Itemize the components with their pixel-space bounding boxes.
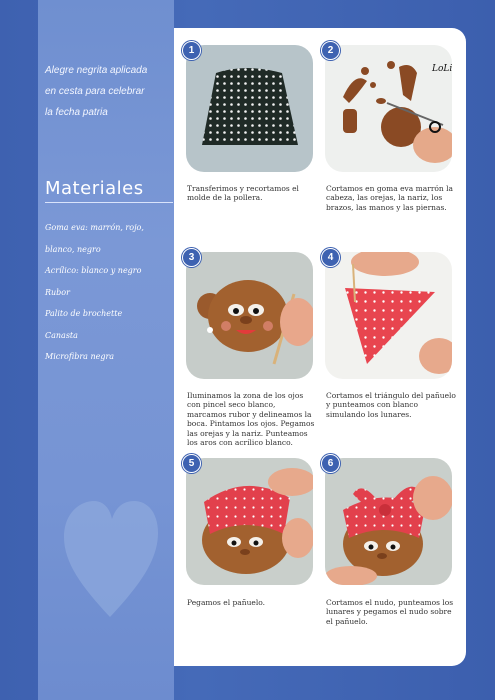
materials-list xyxy=(45,217,173,368)
materials-item: Canasta xyxy=(45,330,78,340)
step-2-badge: 2 xyxy=(321,41,340,60)
step-3-badge: 3 xyxy=(182,248,201,267)
step-1-caption: Transferimos y recortamos el molde de la pollera. xyxy=(187,184,299,203)
heart-decoration xyxy=(60,495,160,620)
step-4-photo xyxy=(325,252,452,379)
step-3-caption: Iluminamos la zona de los ojos con pincel seco blanco, marcamos rubor y delineamos la boca. Pintamos los ojos. Pegamos las orejas y la nariz. Punteamos los aros con acrílico blanco. xyxy=(187,391,315,448)
step-6-photo xyxy=(325,458,452,585)
step-5-caption: Pegamos el pañuelo. xyxy=(187,598,266,607)
step-5-photo xyxy=(186,458,313,585)
step-4-caption: Cortamos el triángulo del pañuelo y punteamos con blanco simulando los lunares. xyxy=(326,391,456,419)
materials-item: Goma eva: marrón, rojo, xyxy=(45,223,144,232)
materials-item: Microfibra negra xyxy=(45,352,115,361)
intro-line: Alegre negrita aplicada xyxy=(45,65,148,76)
materials-item: blanco, negro xyxy=(45,244,101,254)
intro-line: la fecha patria xyxy=(45,107,108,118)
step-2-caption: Cortamos en goma eva marrón la cabeza, las orejas, la nariz, los brazos, las manos y las piernas. xyxy=(326,184,454,212)
step-6-badge: 6 xyxy=(321,454,340,473)
signature: LoLi xyxy=(432,64,453,74)
materials-item: Acrílico: blanco y negro xyxy=(45,266,142,275)
step-4-badge: 4 xyxy=(321,248,340,267)
materials-title: Materiales xyxy=(45,178,144,199)
intro-line: en cesta para celebrar xyxy=(45,86,145,97)
step-1-badge: 1 xyxy=(182,41,201,60)
materials-item: Palito de brochette xyxy=(45,309,123,318)
materials-item: Rubor xyxy=(45,287,70,297)
materials-divider xyxy=(45,202,173,203)
step-1-photo xyxy=(186,45,313,172)
step-5-badge: 5 xyxy=(182,454,201,473)
step-3-photo xyxy=(186,252,313,379)
step-6-caption: Cortamos el nudo, punteamos los lunares y pegamos el nudo sobre el pañuelo. xyxy=(326,598,454,626)
intro-text xyxy=(45,60,170,123)
